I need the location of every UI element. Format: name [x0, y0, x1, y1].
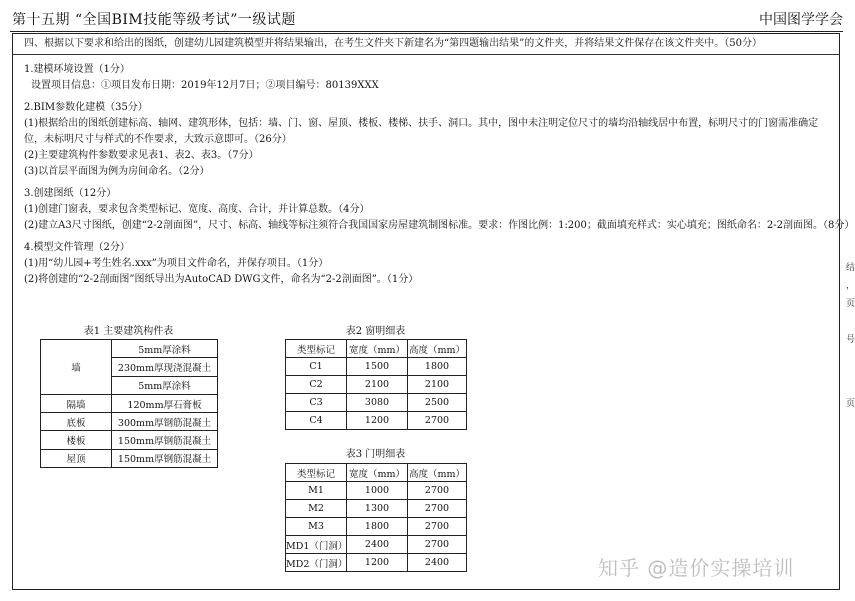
edge-glyph: 号 — [846, 335, 855, 345]
section-line: (1)根据给出的图纸创建标高、轴网、建筑形体，包括：墙、门、窗、屋顶、楼板、楼梯、扶手、洞口。其中，图中未注明定位尺寸的墙均沿轴线居中布置，标明尺寸的门窗需准确定位，未标明尺寸与样式的不作要求，大致示意即可。（26分） — [24, 118, 819, 145]
table-cell: 2700 — [408, 500, 467, 518]
section-line: (2)建立A3尺寸图纸，创建“2-2剖面图”，尺寸、标高、轴线等标注须符合我国国家房屋建筑制图标准。要求：作图比例：1:200；截面填充样式：实心填充；图纸命名：2-2剖面图。（8分） — [24, 220, 855, 231]
table2-window-schedule — [285, 339, 467, 430]
table-row — [286, 412, 467, 430]
table-cell: MD1（门洞） — [286, 536, 347, 554]
table-cell: 隔墙 — [41, 394, 112, 412]
table-row — [41, 394, 218, 412]
table-row — [41, 449, 218, 467]
table-row — [286, 518, 467, 536]
section-line: (2)主要建筑构件参数要求见表1、表2、表3。（7分） — [24, 150, 259, 161]
table-cell: 2500 — [408, 394, 467, 412]
zhihu-watermark: 知乎 @造价实操培训 — [598, 556, 795, 580]
table-cell: 5mm厚涂料 — [112, 340, 218, 358]
table-cell: 墙 — [41, 340, 112, 395]
table-cell: C3 — [286, 394, 347, 412]
table-cell: C1 — [286, 358, 347, 376]
table1-caption: 表1 主要建筑构件表 — [83, 326, 174, 337]
organization-name: 中国图学学会 — [759, 12, 843, 28]
table-cell: 底板 — [41, 413, 112, 431]
table-row — [286, 358, 467, 376]
table-header-cell: 高度（mm） — [408, 340, 467, 358]
table-header-cell: 宽度（mm） — [347, 340, 408, 358]
table-row — [286, 376, 467, 394]
table-cell: 1800 — [347, 518, 408, 536]
section-title: 4.模型文件管理（2分） — [24, 242, 130, 253]
table-cell: 1300 — [347, 500, 408, 518]
section-line: 设置项目信息：①项目发布日期：2019年12月7日；②项目编号：80139XXX — [31, 80, 379, 91]
table-row — [41, 340, 218, 358]
table-cell: 3080 — [347, 394, 408, 412]
table-cell: 2700 — [408, 412, 467, 430]
table-cell: 2400 — [347, 536, 408, 554]
edge-glyph: 页 — [846, 399, 855, 409]
table-cell: M2 — [286, 500, 347, 518]
table-cell: 2400 — [408, 554, 467, 572]
table-header-row — [286, 340, 467, 358]
section-title: 1.建模环境设置（1分） — [24, 64, 130, 75]
table-cell: C2 — [286, 376, 347, 394]
exam-title: 第十五期 “全国BIM技能等级考试”一级试题 — [12, 12, 296, 28]
section-line: (1)用“幼儿园+考生姓名.xxx”为项目文件命名，并保存项目。（1分） — [24, 258, 329, 269]
question-frame — [12, 33, 855, 590]
table-cell: M1 — [286, 482, 347, 500]
section-line: (1)创建门窗表，要求包含类型标记、宽度、高度、合计，并计算总数。（4分） — [24, 204, 370, 215]
table-header-cell: 类型标记 — [286, 340, 347, 358]
table-cell: 楼板 — [41, 431, 112, 449]
table-cell: 1800 — [408, 358, 467, 376]
table-cell: 230mm厚现浇混凝土 — [112, 358, 218, 376]
table-cell: 150mm厚钢筋混凝土 — [112, 449, 218, 467]
table-cell: 2100 — [408, 376, 467, 394]
table-cell: 300mm厚钢筋混凝土 — [112, 413, 218, 431]
table-cell: 1200 — [347, 412, 408, 430]
table-cell: 2700 — [408, 518, 467, 536]
table1-building-components — [40, 339, 218, 468]
section-3 — [24, 186, 855, 234]
table-cell: 5mm厚涂料 — [112, 376, 218, 394]
section-title: 2.BIM参数化建模（35分） — [24, 102, 148, 113]
table-row — [41, 431, 218, 449]
table-cell: 120mm厚石膏板 — [112, 394, 218, 412]
table-header-cell: 类型标记 — [286, 464, 347, 482]
header-rule — [10, 31, 843, 32]
table-header-cell: 高度（mm） — [408, 464, 467, 482]
table-cell: C4 — [286, 412, 347, 430]
table3-caption: 表3 门明细表 — [345, 449, 406, 460]
table-header-row — [286, 464, 467, 482]
table-cell: 1200 — [347, 554, 408, 572]
table-row — [286, 482, 467, 500]
table-row — [286, 536, 467, 554]
table-row — [286, 500, 467, 518]
section-2 — [24, 100, 829, 180]
table3-door-schedule — [285, 463, 467, 572]
table-cell: 2100 — [347, 376, 408, 394]
table-cell: 2700 — [408, 536, 467, 554]
table-row — [41, 413, 218, 431]
table-cell: 2700 — [408, 482, 467, 500]
question-intro: 四、根据以下要求和给出的图纸，创建幼儿园建筑模型并将结果输出，在考生文件夹下新建名为“第四题输出结果”的文件夹，并将结果文件保存在该文件夹中。（50分） — [13, 34, 839, 55]
section-title: 3.创建图纸（12分） — [24, 188, 117, 199]
section-line: (3)以首层平面图为例为房间命名。（2分） — [24, 166, 210, 177]
table-cell: MD2（门洞） — [286, 554, 347, 572]
section-4 — [24, 240, 829, 288]
edge-glyph: 结 — [846, 263, 855, 273]
table-cell: 150mm厚钢筋混凝土 — [112, 431, 218, 449]
section-1 — [24, 62, 829, 94]
table-cell: 1000 — [347, 482, 408, 500]
edge-glyph: ， — [846, 281, 855, 291]
table-row — [286, 394, 467, 412]
table-header-cell: 宽度（mm） — [347, 464, 408, 482]
section-line: (2)将创建的“2-2剖面图”图纸导出为AutoCAD DWG文件，命名为“2-2剖面图”。（1分） — [24, 274, 419, 285]
table-cell: M3 — [286, 518, 347, 536]
table-row — [286, 554, 467, 572]
table-cell: 1500 — [347, 358, 408, 376]
question-body — [24, 56, 855, 288]
edge-glyph: 页 — [846, 299, 855, 309]
table-cell: 屋顶 — [41, 449, 112, 467]
table2-caption: 表2 窗明细表 — [345, 326, 406, 337]
